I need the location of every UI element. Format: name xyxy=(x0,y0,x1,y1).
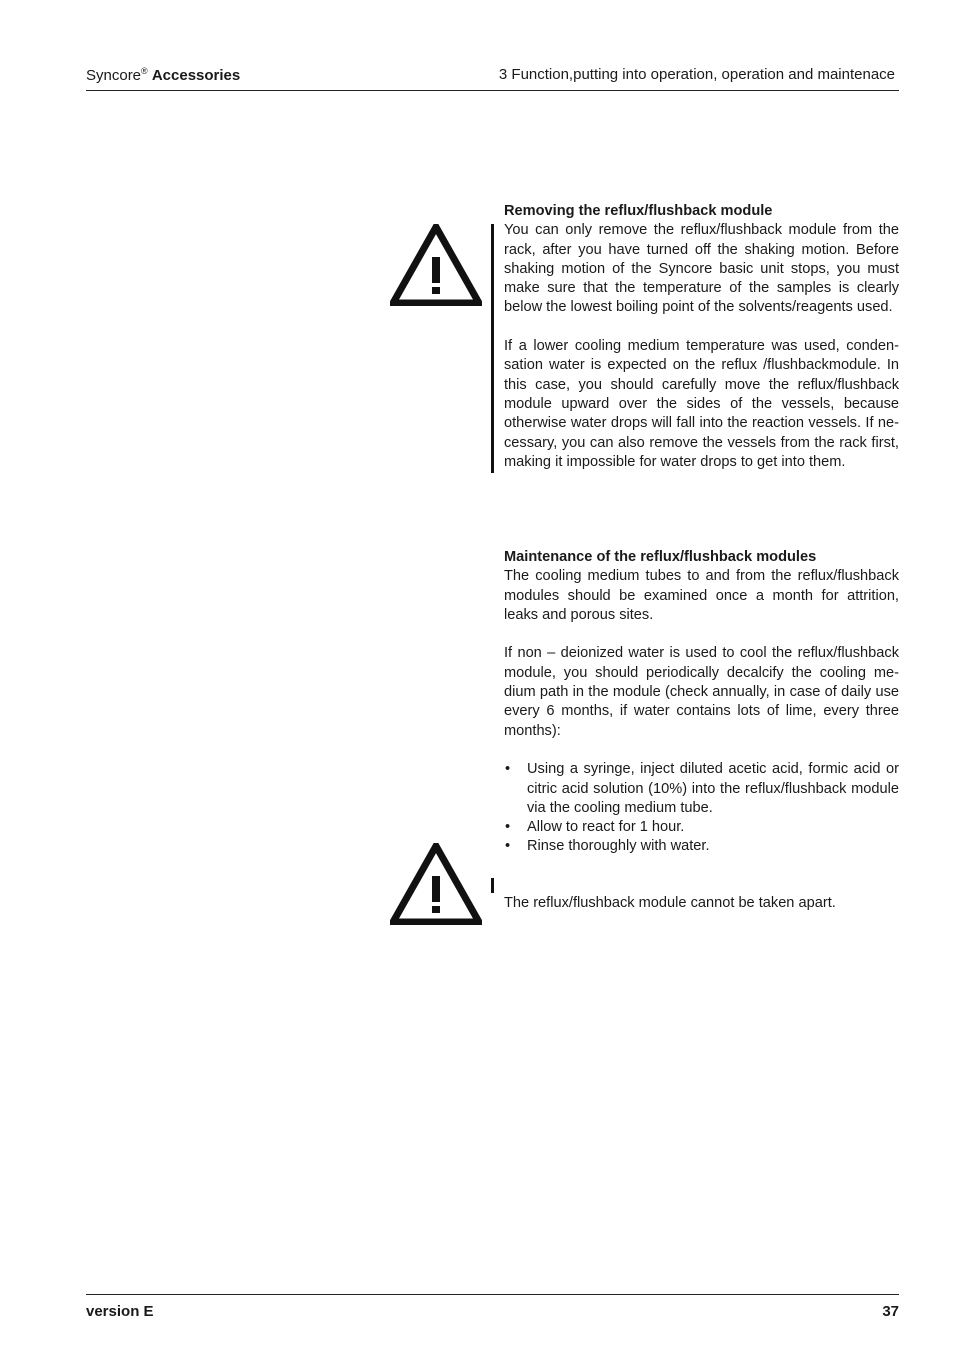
note-text: The reflux/flushback module cannot be taken apart. xyxy=(504,895,836,911)
list-item: • Using a syringe, inject diluted acetic acid, formic acid or citric acid solution (10%) into the reflux/flushback module via the cooling medium tube. xyxy=(504,760,899,818)
list-item: • Rinse thoroughly with water. xyxy=(504,837,899,856)
paragraph: The cooling medium tubes to and from the reflux/flushback modules should be examined once a month for attrition, leaks and porous sites. xyxy=(504,568,899,623)
paragraph: If a lower cooling medium temperature was used, conden-sation water is expected on the reflux /flushbackmodule. In this case, you should carefully move the reflux/flushback module upward over the sides of the vessels, because otherwise water drops will fall into the reaction vessels. If ne-cessary, you can also remove the vessels from the rack first, making it impossible for water drops to get into them. xyxy=(504,338,899,470)
registered-mark: ® xyxy=(141,66,148,76)
warning-icon xyxy=(390,843,482,925)
page-header xyxy=(86,64,899,91)
page-footer xyxy=(86,1294,899,1320)
change-bar xyxy=(491,878,494,893)
section-heading: Removing the reflux/flushback module xyxy=(504,203,773,219)
paragraph: If non – deionized water is used to cool the reflux/flushback module, you should periodically decalcify the cooling me-dium path in the module (check annually, in case of daily use every 6 months, if water contains lots of lime, every three months): xyxy=(504,645,899,739)
page-number: 37 xyxy=(882,1303,899,1320)
chapter-title: 3 Function,putting into operation, operation and maintenace xyxy=(498,66,895,83)
section-removing xyxy=(504,202,899,472)
section-maintenance xyxy=(504,548,899,857)
section-name: Accessories xyxy=(151,67,241,84)
section-heading: Maintenance of the reflux/flushback modules xyxy=(504,549,817,565)
header-title xyxy=(86,66,240,84)
list-item: • Allow to react for 1 hour. xyxy=(504,818,899,837)
brand-name: Syncore xyxy=(86,67,142,84)
note xyxy=(504,894,899,913)
warning-icon xyxy=(390,224,482,306)
change-bar xyxy=(491,224,494,473)
paragraph: You can only remove the reflux/flushback module from the rack, after you have turned off the shaking motion. Before shaking motion of the Syncore basic unit stops, you must make sure that the temperature of the samples is clearly below the lowest boiling point of the solvents/reagents used. xyxy=(504,222,899,316)
version-label: version E xyxy=(86,1303,154,1320)
bullet-list xyxy=(504,760,899,856)
